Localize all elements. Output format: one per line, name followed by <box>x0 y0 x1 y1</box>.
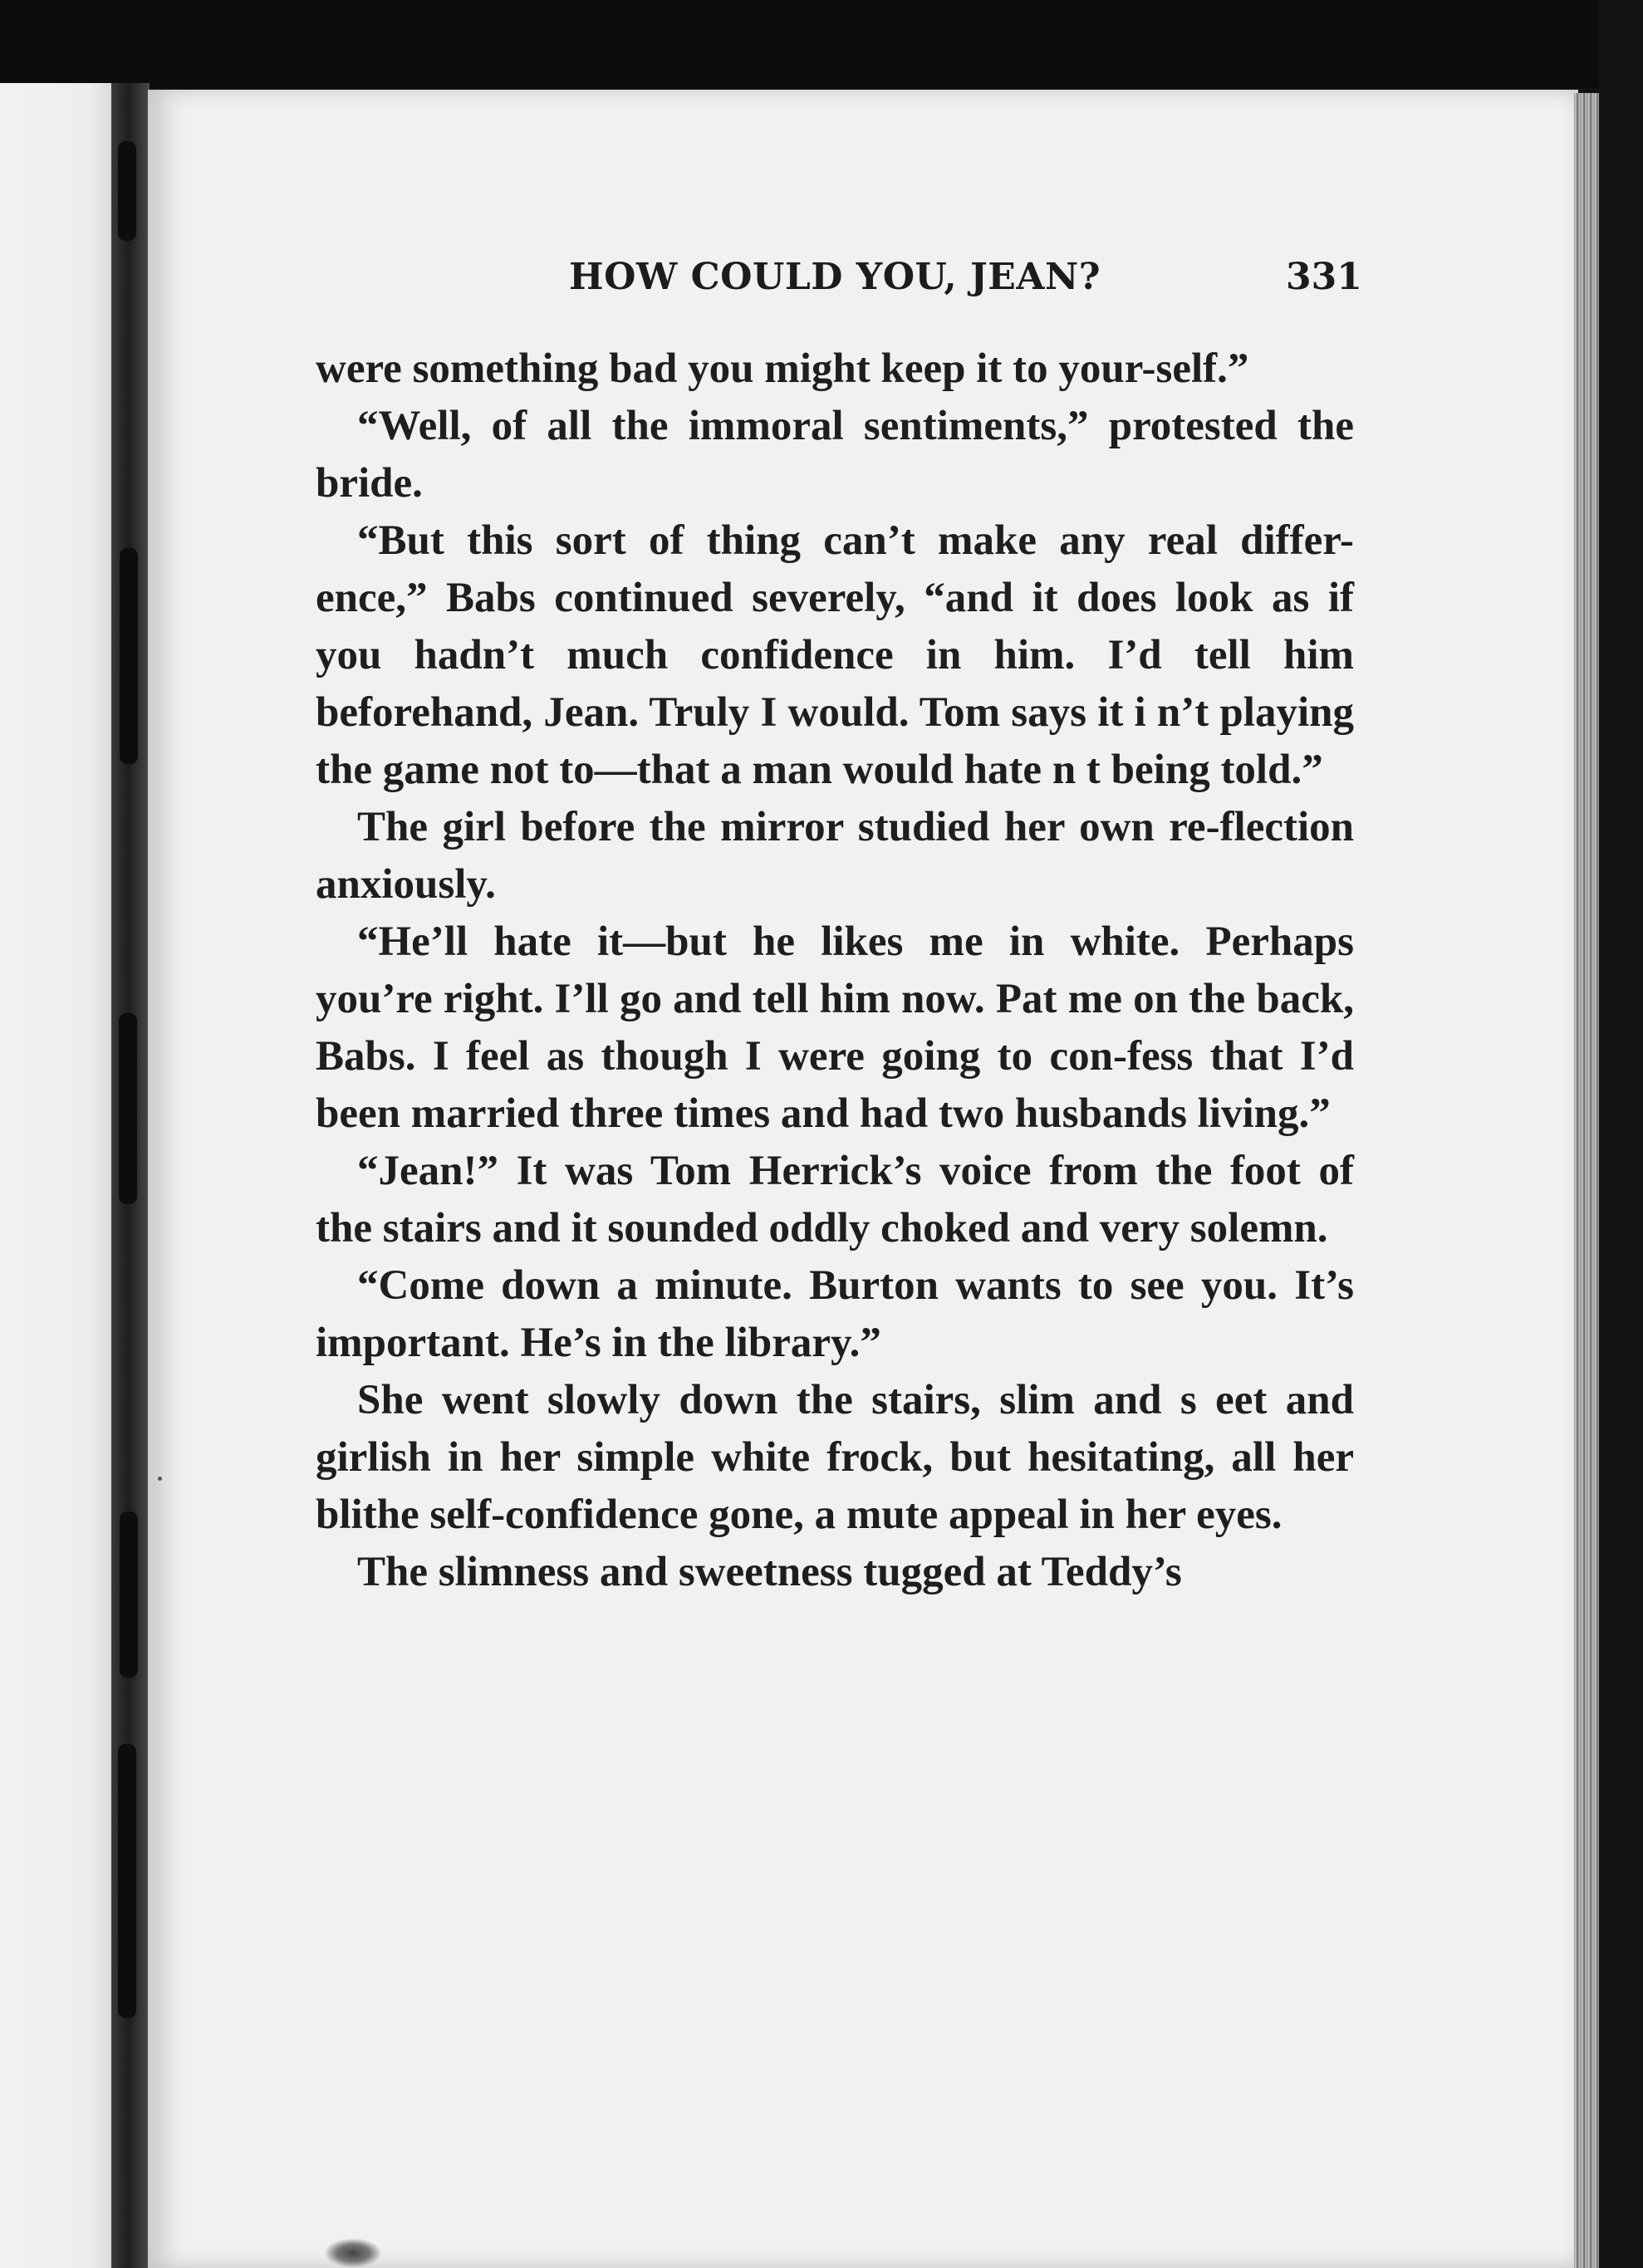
page-stack-edge <box>1574 93 1599 2268</box>
paragraph: “Well, of all the immoral sentiments,” protested the bride. <box>316 403 1354 507</box>
paragraph: “He’ll hate it—but he likes me in white. Perhaps you’re right. I’ll go and tell him now. Pat me on the back, Babs. I feel as though I were going to con-fess that I’d been married three times and had two husbands living.” <box>316 918 1354 1137</box>
book-gutter <box>111 83 150 2268</box>
paragraph: “But this sort of thing can’t make any real differ-ence,” Babs continued severely, “and it does look as if you hadn’t much confidence in him. I’d tell him beforehand, Jean. Truly I would. Tom says it i n’t playing the game not to—that a man would hate n t being told.” <box>316 517 1354 793</box>
paragraph: “Jean!” It was Tom Herrick’s voice from the foot of the stairs and it sounded oddly choked and very solemn. <box>316 1148 1354 1252</box>
left-page-edge <box>0 83 126 2268</box>
body-text <box>316 340 1354 1601</box>
scanner-right-border <box>1599 0 1643 2268</box>
paragraph: The girl before the mirror studied her own re-flection anxiously. <box>316 804 1354 908</box>
paragraph: “Come down a minute. Burton wants to see you. It’s important. He’s in the library.” <box>316 1262 1354 1366</box>
running-head: HOW COULD YOU, JEAN? <box>569 256 1101 298</box>
gutter-shadow-mark <box>118 141 136 241</box>
gutter-shadow-mark <box>120 1511 138 1678</box>
gutter-shadow-mark <box>120 548 138 764</box>
scan-speck <box>158 1477 162 1481</box>
scanner-top-border <box>0 0 1643 87</box>
paragraph: She went slowly down the stairs, slim and s eet and girlish in her simple white frock, but hesitating, all her blithe self-confidence gone, a mute appeal in her eyes. <box>316 1377 1354 1538</box>
gutter-shadow-mark <box>119 1013 137 1204</box>
paragraph: The slimness and sweetness tugged at Teddy’s <box>357 1549 1182 1595</box>
gutter-shadow-mark <box>118 1744 136 2018</box>
page-number: 331 <box>1286 256 1362 298</box>
paragraph: were something bad you might keep it to your-self.” <box>316 345 1249 392</box>
scan-smudge <box>324 2238 382 2268</box>
